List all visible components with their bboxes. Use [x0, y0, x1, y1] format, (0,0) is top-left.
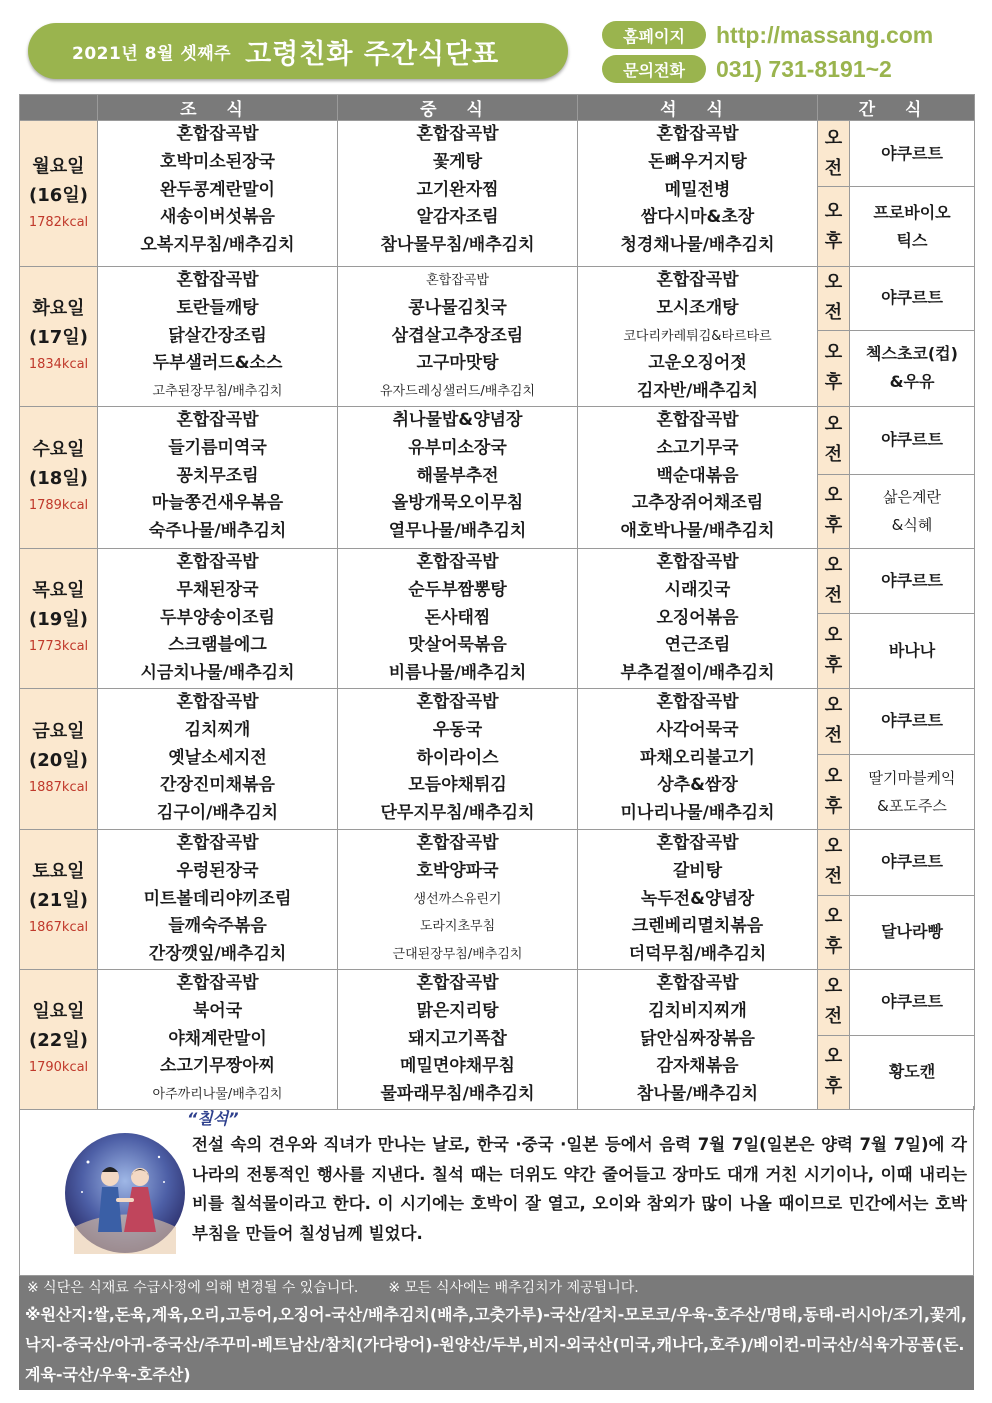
day-row-am — [20, 406, 975, 474]
menu-item: 쌈다시마&초장 — [640, 207, 755, 228]
menu-item: 유자드레싱샐러드/배추김치 — [379, 384, 536, 400]
menu-item: 고운오징어젓 — [648, 353, 747, 374]
menu-item: 더덕무침/배추김치 — [628, 944, 767, 965]
menu-item: 갈비탕 — [672, 860, 723, 881]
day-date: (18일) — [29, 468, 88, 490]
menu-item: 닭살간장조림 — [168, 325, 267, 346]
snack-pm-line: 달나라빵 — [881, 922, 943, 942]
menu-item: 단무지무침/배추김치 — [380, 803, 535, 824]
slot-pm — [818, 187, 850, 267]
menu-item: 해물부추전 — [416, 465, 499, 486]
slot-pm — [818, 614, 850, 689]
menu-item: 취나물밥&양념장 — [392, 409, 523, 430]
story-box — [19, 1106, 974, 1276]
snack-am-line: 야쿠르트 — [881, 143, 943, 163]
menu-item: 두부샐러드&소스 — [152, 353, 283, 374]
menu-item: 새송이버섯볶음 — [160, 207, 275, 228]
slot-am — [818, 406, 850, 474]
menu-item: 혼합잡곡밥 — [416, 972, 499, 993]
slot-pm-char: 오 — [824, 906, 843, 928]
menu-item: 무채된장국 — [176, 579, 259, 600]
menu-item: 부추겉절이/배추김치 — [620, 663, 775, 684]
breakfast-cell — [98, 121, 338, 267]
day-name: 금요일 — [32, 720, 85, 742]
slot-am-char: 오 — [824, 127, 843, 149]
menu-item: 삼겹살고추장조림 — [391, 325, 524, 346]
menu-item: 오징어볶음 — [656, 607, 739, 628]
homepage-label: 홈페이지 — [602, 21, 706, 49]
day-kcal: 1789kcal — [28, 498, 89, 514]
breakfast-cell — [98, 267, 338, 407]
slot-am-char: 전 — [824, 866, 843, 888]
slot-am-char: 전 — [824, 585, 843, 607]
menu-item: 혼합잡곡밥 — [426, 273, 489, 288]
snack-am — [850, 267, 975, 331]
slot-pm — [818, 895, 850, 969]
menu-item: 맛살어묵볶음 — [408, 635, 507, 656]
snack-pm — [850, 187, 975, 267]
snack-am — [850, 688, 975, 754]
day-name: 월요일 — [32, 155, 85, 177]
menu-item: 김구이/배추김치 — [156, 803, 279, 824]
dinner-cell — [578, 406, 818, 548]
slot-pm-char: 오 — [824, 342, 843, 364]
lunch-cell — [338, 406, 578, 548]
menu-item: 참나물/배추김치 — [636, 1084, 759, 1105]
menu-item: 혼합잡곡밥 — [176, 832, 259, 853]
day-row-am — [20, 548, 975, 613]
lunch-cell — [338, 969, 578, 1109]
day-name: 토요일 — [32, 861, 85, 883]
snack-am — [850, 548, 975, 613]
day-cell — [20, 829, 98, 969]
snack-pm — [850, 754, 975, 829]
day-row-am — [20, 267, 975, 331]
header-day — [20, 95, 98, 121]
slot-pm-char: 후 — [824, 795, 843, 817]
dinner-cell — [578, 548, 818, 688]
menu-item: 옛날소세지전 — [168, 747, 267, 768]
notice-change: ※ 식단은 식재료 수급사정에 의해 변경될 수 있습니다. — [27, 1280, 359, 1296]
day-name: 목요일 — [32, 580, 85, 602]
menu-header-row — [20, 95, 975, 121]
day-row-am — [20, 688, 975, 754]
slot-am — [818, 548, 850, 613]
weekly-menu-table — [19, 94, 975, 1110]
menu-item: 소고기무국 — [656, 437, 739, 458]
menu-item: 토란들깨탕 — [176, 297, 259, 318]
slot-pm-char: 오 — [824, 765, 843, 787]
menu-item: 사각어묵국 — [656, 719, 739, 740]
menu-item: 시금치나물/배추김치 — [140, 663, 295, 684]
slot-pm-char: 후 — [824, 230, 843, 252]
menu-item: 돈사태찜 — [424, 607, 491, 628]
slot-am-char: 오 — [824, 836, 843, 858]
menu-item: 혼합잡곡밥 — [656, 832, 739, 853]
menu-item: 마늘쫑건새우볶음 — [151, 493, 284, 514]
menu-item: 혼합잡곡밥 — [656, 691, 739, 712]
menu-item: 간장깻잎/배추김치 — [148, 944, 287, 965]
menu-item: 고기완자찜 — [416, 179, 499, 200]
slot-am — [818, 829, 850, 895]
snack-pm-line: 딸기마블케익 — [868, 768, 956, 787]
menu-item: 혼합잡곡밥 — [656, 270, 739, 290]
page-title: 고령친화 주간식단표 — [245, 38, 500, 70]
slot-am-char: 전 — [824, 157, 843, 179]
snack-pm — [850, 330, 975, 406]
day-cell — [20, 688, 98, 829]
slot-pm-char: 후 — [824, 1076, 843, 1098]
lunch-cell — [338, 688, 578, 829]
day-cell — [20, 969, 98, 1109]
day-kcal: 1834kcal — [28, 357, 89, 373]
slot-am — [818, 121, 850, 187]
menu-item: 크렌베리멸치볶음 — [631, 916, 764, 937]
menu-item: 혼합잡곡밥 — [416, 551, 499, 572]
slot-am-char: 오 — [824, 976, 843, 998]
day-kcal: 1782kcal — [28, 214, 89, 230]
menu-item: 파채오리불고기 — [640, 747, 755, 768]
menu-item: 알감자조림 — [416, 207, 499, 228]
phone-row — [602, 55, 892, 83]
week-subtitle: 2021년 8월 셋째주 — [72, 43, 232, 64]
slot-pm-char: 후 — [824, 936, 843, 958]
menu-item: 코다리카레튀김&타르타르 — [623, 328, 772, 344]
snack-am-line: 야쿠르트 — [881, 992, 943, 1012]
menu-item: 미나리나물/배추김치 — [620, 803, 775, 824]
day-date: (16일) — [29, 184, 88, 206]
menu-item: 호박양파국 — [416, 860, 499, 881]
slot-am-char: 오 — [824, 695, 843, 717]
day-kcal: 1867kcal — [28, 920, 89, 936]
day-date: (22일) — [29, 1030, 88, 1052]
breakfast-cell — [98, 548, 338, 688]
menu-item: 김치찌개 — [184, 719, 251, 740]
menu-item: 야채계란말이 — [168, 1028, 267, 1049]
day-row-am — [20, 121, 975, 187]
slot-am-char: 전 — [824, 444, 843, 466]
menu-item: 꽁치무조림 — [176, 465, 259, 486]
day-cell — [20, 406, 98, 548]
slot-pm — [818, 474, 850, 548]
menu-item: 생선까스유린기 — [413, 891, 502, 907]
menu-item: 혼합잡곡밥 — [176, 409, 259, 430]
menu-item: 아주까리나물/배추김치 — [152, 1087, 283, 1103]
snack-am-line: 야쿠르트 — [881, 571, 943, 591]
header-lunch: 중 식 — [338, 95, 578, 121]
notice-kimchi: ※ 모든 식사에는 배추김치가 제공됩니다. — [388, 1280, 639, 1296]
menu-item: 도라지초무침 — [419, 919, 496, 935]
menu-item: 혼합잡곡밥 — [656, 972, 739, 993]
snack-am-line: 야쿠르트 — [881, 288, 943, 308]
menu-item: 완두콩계란말이 — [160, 179, 275, 200]
menu-item: 돈뼈우거지탕 — [648, 151, 747, 172]
lunch-cell — [338, 548, 578, 688]
chilseok-couple-illustration — [64, 1132, 186, 1254]
phone-number: 031) 731-8191~2 — [716, 55, 892, 82]
menu-item: 혼합잡곡밥 — [176, 691, 259, 712]
header-snack: 간 식 — [818, 95, 975, 121]
origin-info: ※원산지:쌀,돈육,계육,오리,고등어,오징어-국산/배추김치(배추,고춧가루)-국산/갈치-모로코/우육-호주산/명태,동태-러시아/조기,꽃게,낙지-중국산/아귀-중국산/주꾸미-베트남산/참치(가다랑어)-원양산/두부,비지-외국산(미국,캐나다,호주)/베이컨-미국산/식육가공품(돈.계육-국산/우육-호주산) — [19, 1298, 974, 1390]
phone-label: 문의전화 — [602, 55, 706, 83]
menu-item: 오복지무침/배추김치 — [140, 235, 295, 256]
menu-item: 상추&쌈장 — [657, 775, 738, 796]
menu-item: 혼합잡곡밥 — [416, 691, 499, 712]
slot-am-char: 오 — [824, 555, 843, 577]
menu-item: 열무나물/배추김치 — [388, 521, 527, 542]
menu-item: 들깨숙주볶음 — [168, 916, 267, 937]
menu-item: 혼합잡곡밥 — [176, 270, 259, 290]
menu-item: 비름나물/배추김치 — [388, 663, 527, 684]
menu-item: 시래깃국 — [664, 579, 731, 600]
menu-item: 꽃게탕 — [432, 151, 483, 172]
menu-item: 우동국 — [432, 719, 483, 740]
day-kcal: 1773kcal — [28, 639, 89, 655]
snack-pm — [850, 474, 975, 548]
slot-am-char: 전 — [824, 1006, 843, 1028]
dinner-cell — [578, 688, 818, 829]
menu-item: 혼합잡곡밥 — [656, 551, 739, 572]
day-row-am — [20, 829, 975, 895]
notice-bar — [19, 1276, 974, 1298]
snack-pm-line: &식혜 — [891, 516, 933, 535]
snack-pm-line: 삶은계란 — [883, 488, 941, 507]
story-text: 전설 속의 견우와 직녀가 만나는 날로, 한국 ·중국 ·일본 등에서 음력 7월 7일(일본은 양력 7월 7일)에 각 나라의 전통적인 행사를 지낸다. 칠석 때는 더위도 약간 줄어들고 장마도 대개 거친 시기이나, 이때 내리는 비를 칠석물이라고 한다. 이 시기에는 호박이 잘 열고, 오이와 참외가 많이 나올 때이므로 민간에서는 호박부침을 만들어 칠성님께 빌었다. — [192, 1135, 967, 1243]
menu-item: 고구마맛탕 — [416, 353, 499, 374]
lunch-cell — [338, 829, 578, 969]
header-dinner: 석 식 — [578, 95, 818, 121]
day-date: (19일) — [29, 609, 88, 631]
day-cell — [20, 121, 98, 267]
menu-item: 김치비지찌개 — [648, 1000, 747, 1021]
slot-pm — [818, 330, 850, 406]
day-name: 수요일 — [32, 439, 85, 461]
menu-item: 연근조림 — [664, 635, 731, 656]
menu-item: 닭안심짜장볶음 — [640, 1028, 755, 1049]
snack-am — [850, 406, 975, 474]
slot-pm-char: 오 — [824, 1046, 843, 1068]
day-date: (17일) — [29, 327, 88, 349]
homepage-link[interactable]: http://massang.com — [716, 21, 934, 48]
title-banner — [28, 23, 568, 79]
menu-item: 참나물무침/배추김치 — [380, 235, 535, 256]
breakfast-cell — [98, 969, 338, 1109]
menu-item: 간장진미채볶음 — [160, 775, 275, 796]
snack-am-line: 야쿠르트 — [881, 430, 943, 450]
day-kcal: 1790kcal — [28, 1060, 89, 1076]
dinner-cell — [578, 969, 818, 1109]
snack-pm-line: &포도주스 — [877, 796, 947, 815]
menu-item: 혼합잡곡밥 — [416, 124, 499, 144]
menu-item: 고추장쥐어채조림 — [631, 493, 764, 514]
snack-am-line: 야쿠르트 — [881, 852, 943, 872]
snack-pm-line: 프로바이오 — [873, 202, 951, 222]
breakfast-cell — [98, 688, 338, 829]
menu-item: 콩나물김칫국 — [408, 297, 507, 318]
menu-item: 혼합잡곡밥 — [656, 124, 739, 144]
day-name: 일요일 — [32, 1001, 85, 1023]
menu-item: 고추된장무침/배추김치 — [152, 384, 283, 400]
menu-item: 혼합잡곡밥 — [416, 832, 499, 853]
menu-item: 백순대볶음 — [656, 465, 739, 486]
slot-am — [818, 688, 850, 754]
snack-am — [850, 121, 975, 187]
snack-am — [850, 969, 975, 1035]
menu-item: 메밀면야채무침 — [400, 1056, 515, 1077]
menu-item: 순두부짬뽕탕 — [408, 579, 507, 600]
menu-item: 감자채볶음 — [656, 1056, 739, 1077]
menu-item: 메밀전병 — [664, 179, 731, 200]
menu-item: 하이라이스 — [416, 747, 499, 768]
menu-item: 우렁된장국 — [176, 860, 259, 881]
day-date: (20일) — [29, 749, 88, 771]
menu-item: 녹두전&양념장 — [640, 888, 755, 909]
day-cell — [20, 267, 98, 407]
slot-pm-char: 오 — [824, 200, 843, 222]
menu-item: 혼합잡곡밥 — [176, 551, 259, 572]
slot-am-char: 오 — [824, 272, 843, 294]
day-cell — [20, 548, 98, 688]
day-row-am — [20, 969, 975, 1035]
menu-item: 호박미소된장국 — [160, 151, 275, 172]
menu-item: 모시조개탕 — [656, 297, 739, 318]
slot-pm — [818, 754, 850, 829]
lunch-cell — [338, 267, 578, 407]
slot-am-char: 전 — [824, 302, 843, 324]
snack-pm-line: &우유 — [889, 372, 935, 392]
header-breakfast: 조 식 — [98, 95, 338, 121]
dinner-cell — [578, 121, 818, 267]
slot-pm-char: 후 — [824, 372, 843, 394]
story-title: “칠석” — [187, 1109, 239, 1128]
day-date: (21일) — [29, 890, 88, 912]
menu-item: 모듬야채튀김 — [408, 775, 507, 796]
menu-item: 맑은지리탕 — [416, 1000, 499, 1021]
snack-pm — [850, 1035, 975, 1109]
menu-item: 청경채나물/배추김치 — [620, 235, 775, 256]
snack-pm-line: 황도캔 — [888, 1062, 936, 1082]
slot-pm-char: 오 — [824, 485, 843, 507]
menu-item: 혼합잡곡밥 — [176, 972, 259, 993]
menu-item: 북어국 — [192, 1000, 243, 1021]
menu-item: 혼합잡곡밥 — [176, 124, 259, 144]
menu-item: 미트볼데리야끼조림 — [143, 888, 292, 909]
snack-am — [850, 829, 975, 895]
menu-item: 유부미소장국 — [408, 437, 507, 458]
snack-pm — [850, 614, 975, 689]
menu-item: 스크램블에그 — [168, 635, 267, 656]
snack-pm-line: 바나나 — [888, 641, 936, 661]
menu-item: 두부양송이조림 — [160, 607, 275, 628]
snack-pm — [850, 895, 975, 969]
slot-pm-char: 오 — [824, 625, 843, 647]
menu-item: 혼합잡곡밥 — [656, 409, 739, 430]
dinner-cell — [578, 267, 818, 407]
menu-item: 돼지고기폭찹 — [408, 1028, 507, 1049]
menu-item: 물파래무침/배추김치 — [380, 1084, 535, 1105]
menu-item: 올방개묵오이무침 — [391, 493, 524, 514]
slot-pm-char: 후 — [824, 655, 843, 677]
slot-am — [818, 267, 850, 331]
day-kcal: 1887kcal — [28, 779, 89, 795]
menu-item: 숙주나물/배추김치 — [148, 521, 287, 542]
dinner-cell — [578, 829, 818, 969]
menu-item: 근대된장무침/배추김치 — [392, 947, 523, 963]
snack-pm-line: 틱스 — [896, 230, 928, 250]
slot-pm — [818, 1035, 850, 1109]
homepage-row — [602, 21, 933, 49]
slot-am — [818, 969, 850, 1035]
menu-item: 김자반/배추김치 — [636, 381, 759, 402]
slot-am-char: 전 — [824, 725, 843, 747]
breakfast-cell — [98, 829, 338, 969]
slot-pm-char: 후 — [824, 515, 843, 537]
day-name: 화요일 — [32, 298, 85, 320]
menu-item: 애호박나물/배추김치 — [620, 521, 775, 542]
snack-am-line: 야쿠르트 — [881, 711, 943, 731]
snack-pm-line: 첵스초코(컵) — [866, 344, 958, 364]
breakfast-cell — [98, 406, 338, 548]
lunch-cell — [338, 121, 578, 267]
menu-item: 들기름미역국 — [168, 437, 267, 458]
slot-am-char: 오 — [824, 414, 843, 436]
menu-item: 소고기무짱아찌 — [160, 1056, 275, 1077]
